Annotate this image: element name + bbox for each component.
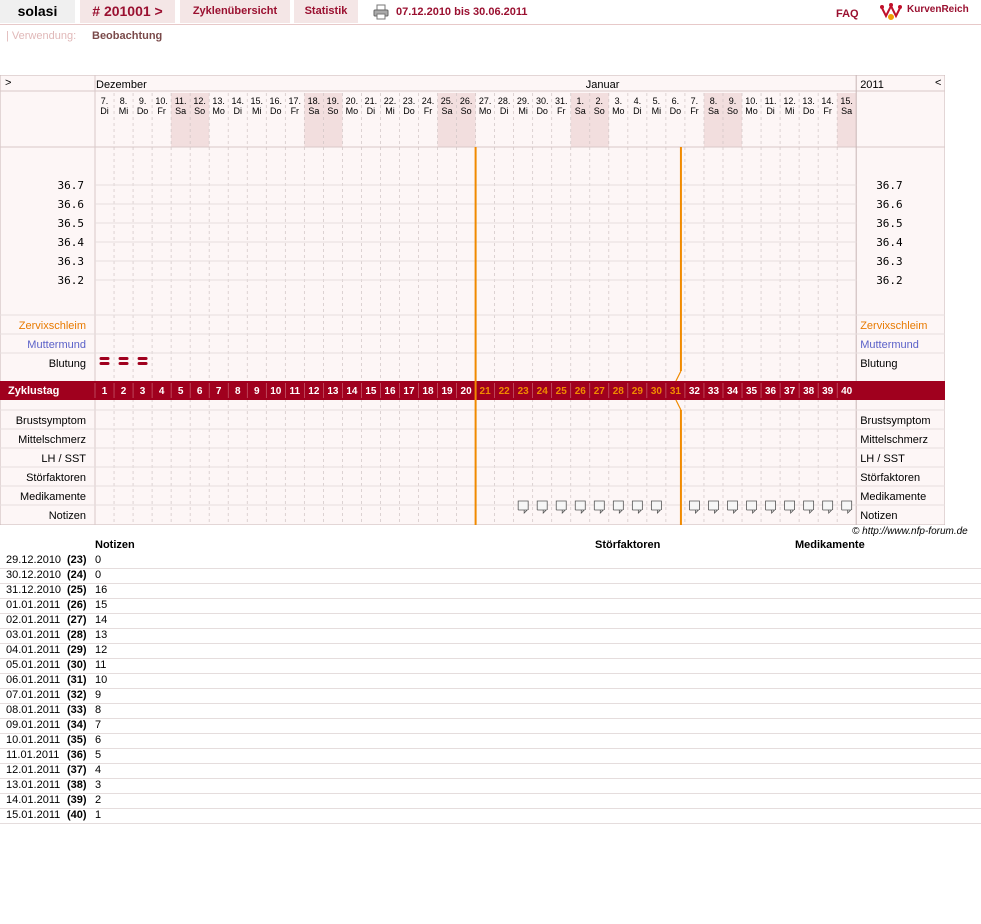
bleeding-mark	[119, 362, 129, 365]
temp-label-left: 36.2	[57, 274, 84, 287]
usage-value: Beobachtung	[92, 30, 163, 42]
notes-cell-date: 01.01.2011	[6, 599, 61, 611]
notes-cell-date: 07.01.2011	[6, 689, 61, 701]
temp-label-right: 36.3	[876, 255, 903, 268]
day-number: 12.	[783, 96, 796, 106]
day-number: 7.	[690, 96, 699, 106]
temp-label-left: 36.3	[57, 255, 84, 268]
notes-cell-date: 10.01.2011	[6, 734, 61, 746]
day-number: 12.	[193, 96, 206, 106]
cycle-day-number: 2	[120, 386, 127, 397]
cycle-day-number: 6	[196, 386, 203, 397]
day-weekday: Mi	[651, 106, 662, 116]
notes-cell-date: 04.01.2011	[6, 644, 61, 656]
day-weekday: Fr	[157, 106, 166, 116]
table-row	[0, 658, 981, 674]
notes-cell-cycle: (32)	[67, 689, 87, 701]
cycle-day-number: 25	[555, 386, 567, 397]
day-number: 31.	[554, 96, 568, 106]
cycle-day-number: 38	[803, 386, 815, 397]
notes-cell-cycle: (26)	[67, 599, 87, 611]
day-weekday: Mo	[612, 106, 625, 116]
day-number: 18.	[307, 96, 321, 106]
day-number: 22.	[383, 96, 397, 106]
cycle-day-number: 29	[631, 386, 643, 397]
table-row	[0, 733, 981, 749]
row-label-right-muttermund: Muttermund	[860, 339, 919, 351]
cycle-day-number: 39	[822, 386, 834, 397]
medication-header: Medikamente	[795, 539, 865, 551]
table-row	[0, 793, 981, 809]
day-number: 21.	[364, 96, 378, 106]
notes-cell-date: 05.01.2011	[6, 659, 61, 671]
bleeding-mark	[138, 357, 148, 360]
table-row	[0, 718, 981, 734]
day-weekday: Mi	[784, 106, 795, 116]
notes-cell-cycle: (37)	[67, 764, 87, 776]
cycle-day-number: 1	[101, 386, 108, 397]
notes-cell-cycle: (35)	[67, 734, 87, 746]
notes-cell-note: 0	[95, 569, 102, 581]
notes-cell-cycle: (28)	[67, 629, 87, 641]
day-weekday: Do	[136, 106, 149, 116]
row-label-right-zervix: Zervixschleim	[860, 320, 928, 332]
day-weekday: So	[194, 106, 206, 116]
notes-cell-note: 16	[95, 584, 108, 596]
day-weekday: Fr	[290, 106, 300, 116]
day-number: 14.	[231, 96, 244, 106]
cycle-day-number: 19	[441, 386, 453, 397]
row-label-blutung: Blutung	[48, 358, 86, 370]
cycle-day-number: 30	[650, 386, 662, 397]
cycle-day-number: 33	[707, 386, 720, 397]
day-weekday: Di	[366, 106, 376, 116]
cycle-day-number: 24	[536, 386, 548, 397]
table-row	[0, 613, 981, 629]
table-row	[0, 553, 981, 569]
cycle-day-number: 9	[253, 386, 260, 397]
notes-cell-cycle: (24)	[67, 569, 87, 581]
notes-cell-cycle: (27)	[67, 614, 87, 626]
cycle-day-number: 16	[384, 386, 396, 397]
row-label-mittel: Mittelschmerz	[18, 434, 86, 446]
day-number: 9.	[728, 96, 737, 106]
day-weekday: Sa	[308, 106, 320, 116]
day-weekday: Fr	[823, 106, 832, 116]
notes-cell-note: 7	[95, 719, 102, 731]
notes-cell-cycle: (29)	[67, 644, 87, 656]
notes-cell-note: 15	[95, 599, 108, 611]
row-label-notizen: Notizen	[48, 510, 86, 522]
notes-cell-note: 5	[95, 749, 102, 761]
notes-cell-note: 2	[95, 794, 102, 806]
cycle-day-number: 13	[327, 386, 339, 397]
crown-logo-icon[interactable]	[880, 2, 902, 22]
day-number: 25.	[440, 96, 454, 106]
cycle-day-number: 5	[177, 386, 184, 397]
row-label-muttermund: Muttermund	[27, 339, 86, 351]
day-weekday: Sa	[841, 106, 853, 116]
notes-cell-date: 08.01.2011	[6, 704, 61, 716]
notes-cell-cycle: (38)	[67, 779, 87, 791]
notes-cell-note: 3	[95, 779, 102, 791]
print-icon[interactable]	[373, 4, 389, 20]
notes-cell-cycle: (39)	[67, 794, 87, 806]
temp-label-right: 36.4	[876, 236, 903, 249]
disturbance-header: Störfaktoren	[595, 539, 661, 551]
nav-prev-icon: >	[5, 77, 12, 89]
notes-cell-note: 1	[95, 809, 102, 821]
day-number: 24.	[421, 96, 435, 106]
row-label-right-lh: LH / SST	[860, 453, 905, 465]
day-number: 11.	[174, 96, 187, 106]
temp-label-left: 36.7	[57, 179, 84, 192]
day-number: 19.	[326, 96, 340, 106]
day-number: 5.	[652, 96, 661, 106]
day-weekday: Do	[536, 106, 548, 116]
cycle-day-number: 35	[745, 386, 758, 397]
notes-cell-cycle: (25)	[67, 584, 87, 596]
day-weekday: So	[593, 106, 605, 116]
cycle-day-number: 17	[403, 386, 415, 397]
temp-label-left: 36.6	[57, 198, 84, 211]
day-number: 15.	[840, 96, 853, 106]
cycle-day-number: 31	[669, 386, 681, 397]
temp-label-right: 36.7	[876, 179, 903, 192]
cycle-day-number: 32	[688, 386, 701, 397]
row-label-med: Medikamente	[19, 491, 86, 503]
table-row	[0, 688, 981, 704]
cycle-day-number: 40	[841, 386, 853, 397]
cycle-day-number: 23	[517, 386, 529, 397]
day-number: 8.	[709, 96, 718, 106]
bleeding-mark	[138, 362, 148, 365]
day-weekday: Sa	[175, 106, 187, 116]
day-weekday: Fr	[423, 106, 433, 116]
cycle-day-number: 34	[726, 386, 739, 397]
notes-cell-date: 15.01.2011	[6, 809, 61, 821]
cycle-day-number: 22	[498, 386, 510, 397]
cycle-day-number: 20	[460, 386, 472, 397]
temp-label-left: 36.5	[57, 217, 84, 230]
date-range: 07.12.2010 bis 30.06.2011	[396, 6, 528, 18]
cycle-day-number: 15	[365, 386, 377, 397]
day-weekday: Fr	[556, 106, 566, 116]
day-weekday: Di	[766, 106, 775, 116]
notes-cell-cycle: (34)	[67, 719, 87, 731]
table-row	[0, 598, 981, 614]
cycle-day-number: 4	[158, 386, 165, 397]
row-label-right-brust: Brustsymptom	[860, 415, 931, 427]
row-label-right-mittel: Mittelschmerz	[860, 434, 929, 446]
day-number: 27.	[478, 96, 492, 106]
day-weekday: Sa	[441, 106, 453, 116]
cycle-day-number: 7	[215, 386, 222, 397]
row-label-right-blutung: Blutung	[860, 358, 898, 370]
notes-cell-date: 02.01.2011	[6, 614, 61, 626]
notes-cell-cycle: (40)	[67, 809, 87, 821]
table-row	[0, 778, 981, 794]
notes-cell-cycle: (36)	[67, 749, 87, 761]
temp-label-left: 36.4	[57, 236, 84, 249]
day-weekday: Mo	[745, 106, 758, 116]
top-bar	[0, 0, 981, 25]
notes-cell-note: 11	[95, 659, 107, 671]
notes-cell-note: 12	[95, 644, 108, 656]
day-number: 28.	[497, 96, 511, 106]
day-weekday: Do	[403, 106, 415, 116]
day-weekday: Mo	[345, 106, 359, 116]
row-label-stor: Störfaktoren	[26, 472, 86, 484]
table-row	[0, 583, 981, 599]
table-row	[0, 808, 981, 824]
notes-cell-note: 0	[95, 554, 102, 566]
temp-label-right: 36.6	[876, 198, 903, 211]
temp-label-right: 36.2	[876, 274, 903, 287]
day-number: 15.	[250, 96, 264, 106]
row-label-lh: LH / SST	[41, 453, 86, 465]
notes-cell-date: 29.12.2010	[6, 554, 62, 566]
cycle-day-number: 27	[593, 386, 605, 397]
cycle-day-number: 37	[784, 386, 796, 397]
notes-cell-date: 09.01.2011	[6, 719, 61, 731]
notes-header: Notizen	[95, 539, 135, 551]
cycle-day-number: 11	[289, 386, 301, 397]
notes-cell-date: 12.01.2011	[6, 764, 61, 776]
month-label-1: Januar	[585, 79, 620, 91]
notes-cell-cycle: (23)	[67, 554, 87, 566]
notes-cell-note: 8	[95, 704, 102, 716]
notes-cell-date: 13.01.2011	[6, 779, 61, 791]
notes-cell-cycle: (31)	[67, 674, 87, 686]
day-weekday: Mi	[118, 106, 129, 116]
table-row	[0, 673, 981, 689]
user-tab[interactable]: solasi	[0, 0, 75, 23]
day-number: 17.	[288, 96, 302, 106]
table-row	[0, 748, 981, 764]
usage-label: | Verwendung:	[6, 30, 77, 42]
cycle-day-number: 18	[422, 386, 434, 397]
notes-cell-date: 06.01.2011	[6, 674, 61, 686]
notes-cell-cycle: (33)	[67, 704, 87, 716]
day-number: 10.	[155, 96, 168, 106]
day-weekday: Mi	[518, 106, 528, 116]
year-label: 2011	[860, 79, 884, 91]
day-weekday: So	[726, 106, 739, 116]
day-number: 1.	[576, 96, 585, 106]
notes-cell-date: 14.01.2011	[6, 794, 61, 806]
notes-cell-date: 03.01.2011	[6, 629, 61, 641]
table-row	[0, 628, 981, 644]
day-weekday: Di	[499, 106, 509, 116]
row-label-right-med: Medikamente	[860, 491, 927, 503]
table-row	[0, 703, 981, 719]
cycle-day-number: 3	[139, 386, 146, 397]
row-label-zyklustag: Zyklustag	[8, 385, 60, 397]
cycle-day-number: 10	[270, 386, 282, 397]
cycle-day-number: 21	[479, 386, 491, 397]
notes-cell-date: 30.12.2010	[6, 569, 62, 581]
day-number: 10.	[745, 96, 758, 106]
tab-statistics[interactable]: Statistik	[294, 0, 358, 23]
day-number: 23.	[402, 96, 416, 106]
nav-next-icon: <	[935, 77, 942, 89]
day-weekday: Di	[633, 106, 642, 116]
cycle-tab[interactable]: # 201001 >	[80, 0, 175, 23]
day-weekday: Do	[270, 106, 282, 116]
table-row	[0, 568, 981, 584]
day-number: 2.	[595, 96, 604, 106]
day-number: 11.	[764, 96, 777, 106]
day-number: 16.	[269, 96, 283, 106]
tab-cycle-overview[interactable]: Zyklenübersicht	[180, 0, 290, 23]
bleeding-mark	[100, 357, 110, 360]
cycle-chart	[0, 75, 945, 525]
day-number: 3.	[614, 96, 623, 106]
day-weekday: So	[460, 106, 472, 116]
day-weekday: Di	[100, 106, 109, 116]
day-weekday: Mo	[478, 106, 492, 116]
notes-cell-date: 31.12.2010	[6, 584, 62, 596]
day-number: 6.	[671, 96, 680, 106]
notes-cell-note: 14	[95, 614, 108, 626]
day-number: 26.	[459, 96, 473, 106]
notes-cell-note: 6	[95, 734, 102, 746]
cycle-day-number: 14	[346, 386, 358, 397]
day-number: 7.	[100, 96, 109, 106]
day-number: 13.	[802, 96, 815, 106]
day-weekday: Mo	[212, 106, 225, 116]
day-weekday: Mi	[252, 106, 262, 116]
day-weekday: Di	[233, 106, 242, 116]
day-weekday: Mi	[385, 106, 395, 116]
brand-name[interactable]: KurvenReich	[907, 4, 969, 15]
row-label-zervix: Zervixschleim	[18, 320, 86, 332]
day-number: 20.	[345, 96, 359, 106]
notes-cell-cycle: (30)	[67, 659, 87, 671]
notes-cell-note: 13	[95, 629, 108, 641]
month-label-0: Dezember	[96, 79, 147, 91]
day-weekday: Do	[669, 106, 682, 116]
row-label-brust: Brustsymptom	[15, 415, 86, 427]
cycle-day-number: 36	[765, 386, 777, 397]
cycle-day-number: 12	[308, 386, 320, 397]
row-label-right-stor: Störfaktoren	[860, 472, 921, 484]
temp-label-right: 36.5	[876, 217, 903, 230]
day-number: 14.	[821, 96, 834, 106]
day-weekday: Do	[802, 106, 815, 116]
cycle-day-number: 8	[234, 386, 241, 397]
day-number: 30.	[535, 96, 549, 106]
table-row	[0, 643, 981, 659]
cycle-day-number: 28	[612, 386, 624, 397]
day-weekday: Sa	[574, 106, 586, 116]
table-row	[0, 763, 981, 779]
day-number: 9.	[138, 96, 147, 106]
notes-cell-note: 10	[95, 674, 108, 686]
day-number: 8.	[119, 96, 128, 106]
row-label-right-notizen: Notizen	[860, 510, 898, 522]
day-weekday: Fr	[690, 106, 699, 116]
bleeding-mark	[119, 357, 129, 360]
day-number: 13.	[212, 96, 225, 106]
notes-cell-note: 4	[95, 764, 102, 776]
notes-cell-date: 11.01.2011	[6, 749, 60, 761]
day-weekday: So	[327, 106, 339, 116]
day-number: 4.	[633, 96, 642, 106]
cycle-day-number: 26	[574, 386, 586, 397]
day-number: 29.	[516, 96, 530, 106]
faq-link[interactable]: FAQ	[836, 8, 859, 20]
notes-cell-note: 9	[95, 689, 102, 701]
bleeding-mark	[100, 362, 110, 365]
day-weekday: Sa	[707, 106, 719, 116]
copyright: © http://www.nfp-forum.de	[852, 526, 968, 537]
